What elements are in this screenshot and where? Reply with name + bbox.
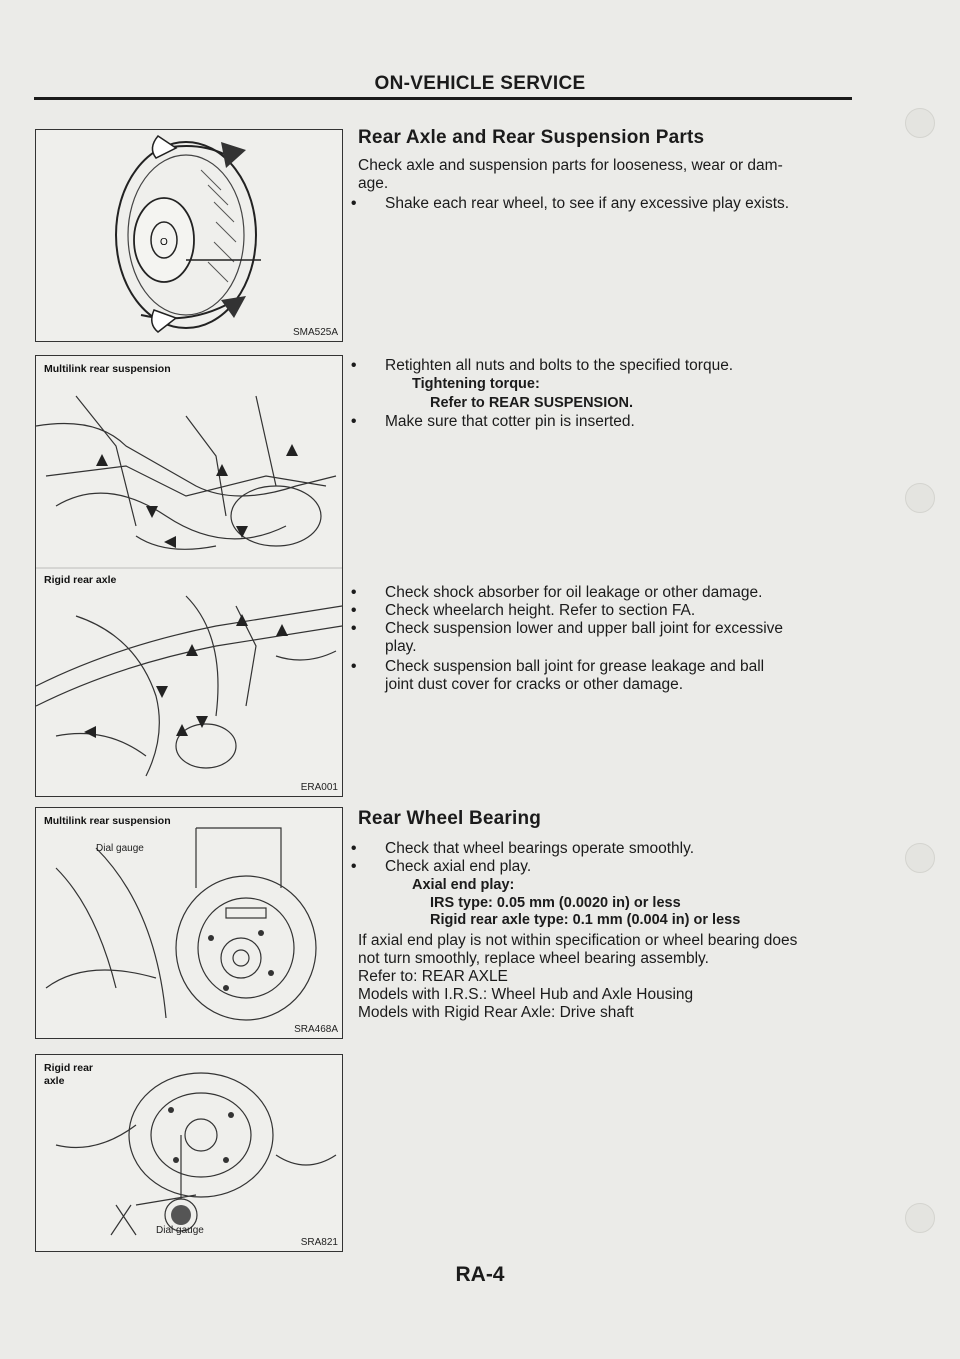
figure-wheel-shake bbox=[35, 129, 343, 342]
label-multilink-bearing: Multilink rear suspension bbox=[44, 815, 171, 827]
binder-hole-3 bbox=[905, 843, 935, 873]
axial-play-irs-spec: IRS type: 0.05 mm (0.0020 in) or less bbox=[430, 895, 681, 911]
refer-rigid-models: Models with Rigid Rear Axle: Drive shaft bbox=[358, 1004, 634, 1021]
refer-to-rear-axle: Refer to: REAR AXLE bbox=[358, 968, 508, 985]
bearing-note-line1: If axial end play is not within specification or wheel bearing does bbox=[358, 932, 798, 949]
intro-line1: Check axle and suspension parts for looseness, wear or dam- bbox=[358, 157, 783, 174]
page-number: RA-4 bbox=[455, 1263, 505, 1286]
axial-play-rigid-spec: Rigid rear axle type: 0.1 mm (0.004 in) or less bbox=[430, 912, 741, 928]
page-header-title: ON-VEHICLE SERVICE bbox=[374, 73, 586, 94]
section-title-wheel-bearing: Rear Wheel Bearing bbox=[358, 808, 542, 829]
wheel-shake-illustration bbox=[36, 130, 342, 341]
binder-hole-4 bbox=[905, 1203, 935, 1233]
bullet-cotter-pin: • Make sure that cotter pin is inserted. bbox=[351, 413, 635, 430]
bullet-shock-absorber: • Check shock absorber for oil leakage or other damage. bbox=[351, 584, 763, 601]
bullet-shake: • Shake each rear wheel, to see if any excessive play exists. bbox=[351, 195, 790, 212]
bullet-ball-joint-grease: • Check suspension ball joint for grease leakage and ball joint dust cover for cracks or other damage. bbox=[351, 658, 765, 693]
label-rigid-axle: Rigid rear axle bbox=[44, 574, 117, 586]
section-title-axle-suspension: Rear Axle and Rear Suspension Parts bbox=[358, 127, 705, 148]
bullet-bearing-smooth: • Check that wheel bearings operate smoothly. bbox=[351, 840, 695, 857]
axial-play-label: Axial end play: bbox=[412, 877, 515, 893]
torque-label: Tightening torque: bbox=[412, 376, 540, 392]
label-rigid-rear-line2: axle bbox=[44, 1075, 65, 1087]
binder-hole-1 bbox=[905, 108, 935, 138]
dial-gauge-multilink-illustration bbox=[36, 808, 342, 1038]
dial-gauge-rigid-illustration bbox=[36, 1055, 342, 1251]
figure-code-sra468a: SRA468A bbox=[294, 1024, 338, 1035]
figure-code-era001: ERA001 bbox=[300, 782, 338, 793]
refer-irs-models: Models with I.R.S.: Wheel Hub and Axle Housing bbox=[358, 986, 694, 1003]
bearing-note-line2: not turn smoothly, replace wheel bearing assembly. bbox=[358, 950, 709, 967]
label-dial-gauge: Dial gauge bbox=[96, 843, 144, 854]
torque-reference: Refer to REAR SUSPENSION. bbox=[430, 395, 634, 411]
label-multilink: Multilink rear suspension bbox=[44, 363, 171, 375]
bullet-wheelarch: • Check wheelarch height. Refer to section FA. bbox=[351, 602, 696, 619]
figure-code-sma525a: SMA525A bbox=[292, 327, 338, 338]
figure-dial-gauge-multilink bbox=[35, 807, 343, 1039]
binder-hole-2 bbox=[905, 483, 935, 513]
intro-line2: age. bbox=[358, 175, 389, 192]
figure-suspension-parts bbox=[35, 355, 343, 797]
figure-dial-gauge-rigid bbox=[35, 1054, 343, 1252]
svg-text:O: O bbox=[160, 237, 168, 248]
label-rigid-rear-line1: Rigid rear bbox=[44, 1062, 94, 1074]
bullet-axial-play: • Check axial end play. bbox=[351, 858, 532, 875]
figure-code-sra821: SRA821 bbox=[300, 1237, 338, 1248]
label-dial-gauge-rigid: Dial gauge bbox=[156, 1225, 204, 1236]
bullet-ball-joint-play: • Check suspension lower and upper ball joint for excessive play. bbox=[351, 620, 784, 655]
header-rule bbox=[34, 97, 852, 100]
bullet-retighten: • Retighten all nuts and bolts to the specified torque. bbox=[351, 357, 734, 374]
